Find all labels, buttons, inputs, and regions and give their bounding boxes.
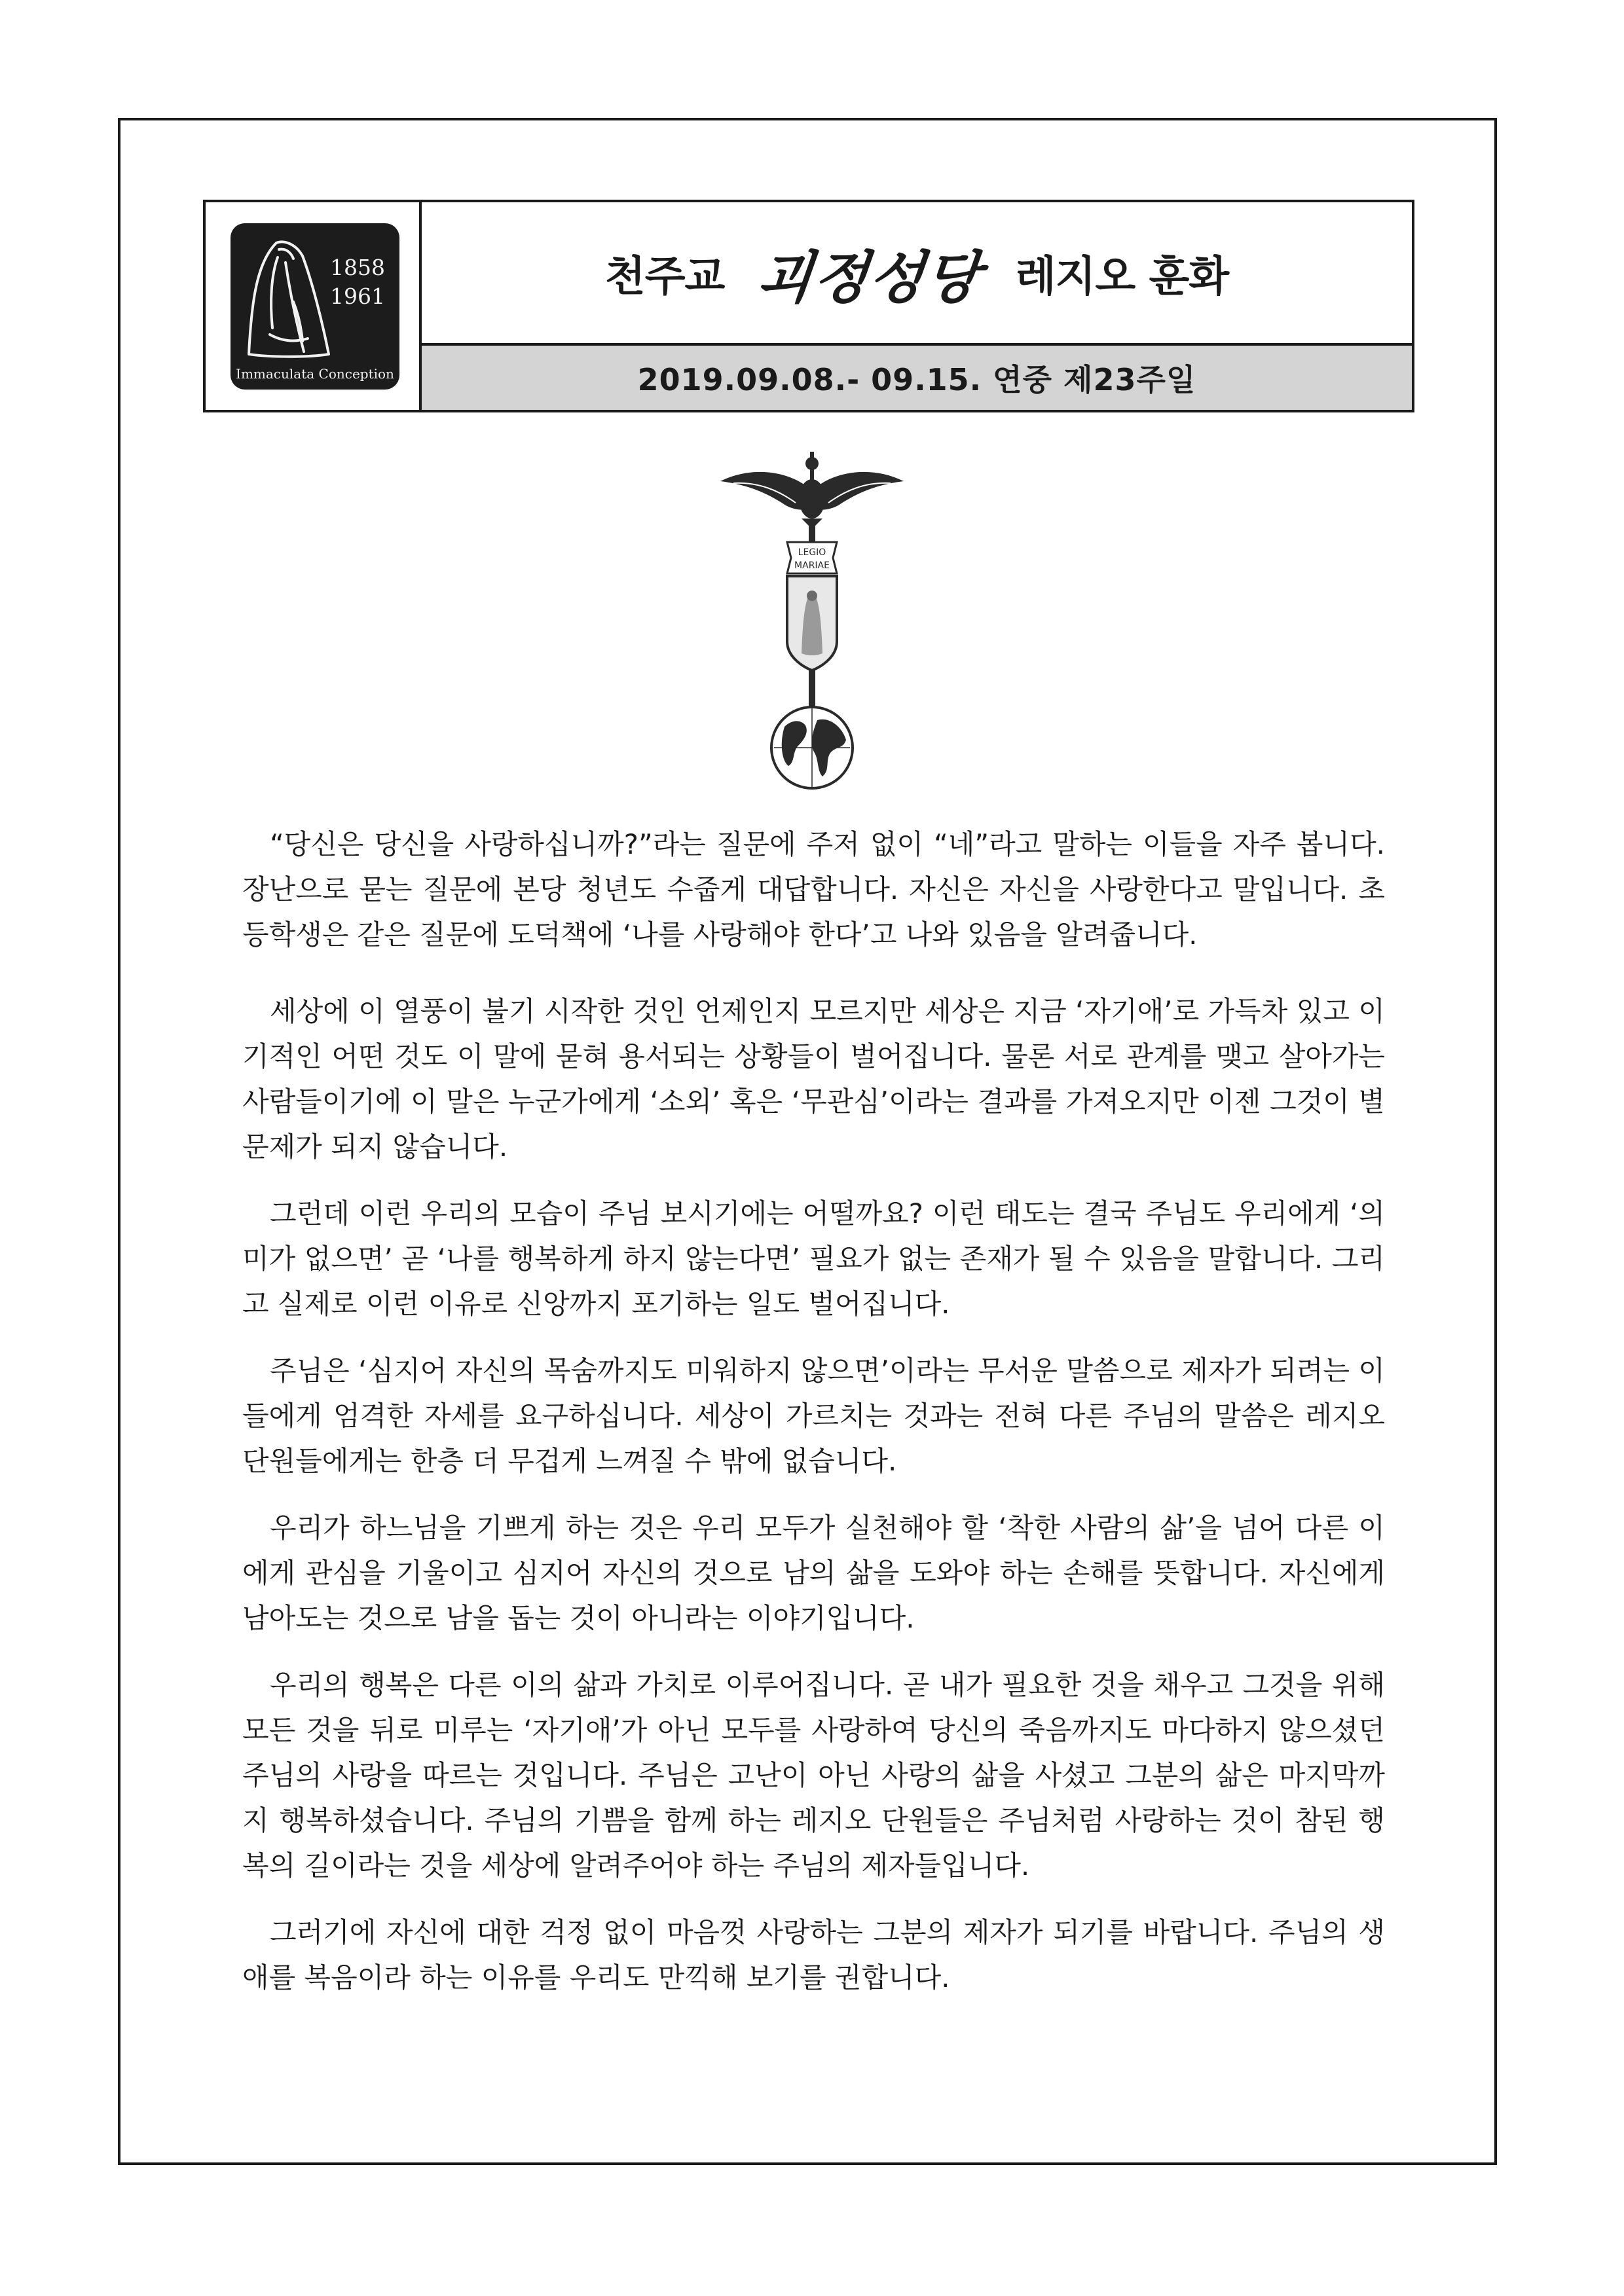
date-bar: 2019.09.08.- 09.15. 연중 제23주일 (422, 343, 1412, 410)
sermon-body (242, 822, 1385, 2022)
legio-mariae-emblem-icon (714, 445, 910, 792)
church-name: 괴정성당 (754, 244, 985, 311)
paragraph: 우리의 행복은 다른 이의 삶과 가치로 이루어집니다. 곧 내가 필요한 것을 채우고 그것을 위해 모든 것을 뒤로 미루는 ‘자기애’가 아닌 모두를 사랑하여 당신의 죽음까지도 마다하지 않으셨던 주님의 사랑을 따르는 것입니다. 주님은 고난이 아닌 사랑의 삶을 사셨고 그분의 삶은 마지막까지 행복하셨습니다. 주님의 기쁨을 함께 하는 레지오 단원들은 주님처럼 사랑하는 것이 참된 행복의 길이라는 것을 세상에 알려주어야 하는 주님의 제자들입니다. (242, 1669, 1385, 1882)
logo-caption: Immaculata Conception (236, 366, 394, 382)
paragraph: 그러기에 자신에 대한 걱정 없이 마음껏 사랑하는 그분의 제자가 되기를 바랍니다. 주님의 생애를 복음이라 하는 이유를 우리도 만끽해 보기를 권합니다. (242, 1916, 1385, 1994)
svg-text:LEGIO: LEGIO (798, 547, 826, 558)
header-box (203, 200, 1414, 412)
paragraph: “당신은 당신을 사랑하십니까?”라는 질문에 주저 없이 “네”라고 말하는 이들을 자주 봅니다. 장난으로 묻는 질문에 본당 청년도 수줍게 대답합니다. 자신은 자신을 사랑한다고 말입니다. 초등학생은 같은 질문에 도덕책에 ‘나를 사랑해야 한다’고 나와 있음을 알려줍니다. (242, 828, 1385, 951)
logo-year-end: 1961 (330, 283, 385, 309)
logo-year-start: 1858 (330, 255, 385, 280)
logo-cell (206, 202, 422, 410)
paragraph: 주님은 ‘심지어 자신의 목숨까지도 미워하지 않으면’이라는 무서운 말씀으로 제자가 되려는 이들에게 엄격한 자세를 요구하십니다. 세상이 가르치는 것과는 전혀 다른 주님의 말씀은 레지오 단원들에게는 한층 더 무겁게 느껴질 수 밖에 없습니다. (242, 1355, 1385, 1477)
title-suffix: 레지오 훈화 (1015, 252, 1229, 301)
title-prefix: 천주교 (604, 252, 725, 301)
paragraph: 그런데 이런 우리의 모습이 주님 보시기에는 어떨까요? 이런 태도는 결국 주님도 우리에게 ‘의미가 없으면’ 곧 ‘나를 행복하게 하지 않는다면’ 필요가 없는 존재가 될 수 있음을 말합니다. 그리고 실제로 이런 이유로 신앙까지 포기하는 일도 벌어집니다. (242, 1197, 1385, 1320)
svg-text:MARIAE: MARIAE (794, 560, 830, 571)
paragraph: 우리가 하느님을 기쁘게 하는 것은 우리 모두가 실천해야 할 ‘착한 사람의 삶’을 넘어 다른 이에게 관심을 기울이고 심지어 자신의 것으로 남의 삶을 도와야 하는 손해를 뜻합니다. 자신에게 남아도는 것으로 남을 돕는 것이 아니라는 이야기입니다. (242, 1512, 1385, 1634)
header-title (422, 202, 1412, 343)
paragraph: 세상에 이 열풍이 불기 시작한 것인 언제인지 모르지만 세상은 지금 ‘자기애’로 가득차 있고 이기적인 어떤 것도 이 말에 묻혀 용서되는 상황들이 벌어집니다. 물론 서로 관계를 맺고 살아가는 사람들이기에 이 말은 누군가에게 ‘소외’ 혹은 ‘무관심’이라는 결과를 가져오지만 이젠 그것이 별 문제가 되지 않습니다. (242, 995, 1385, 1163)
parish-logo (231, 223, 399, 390)
